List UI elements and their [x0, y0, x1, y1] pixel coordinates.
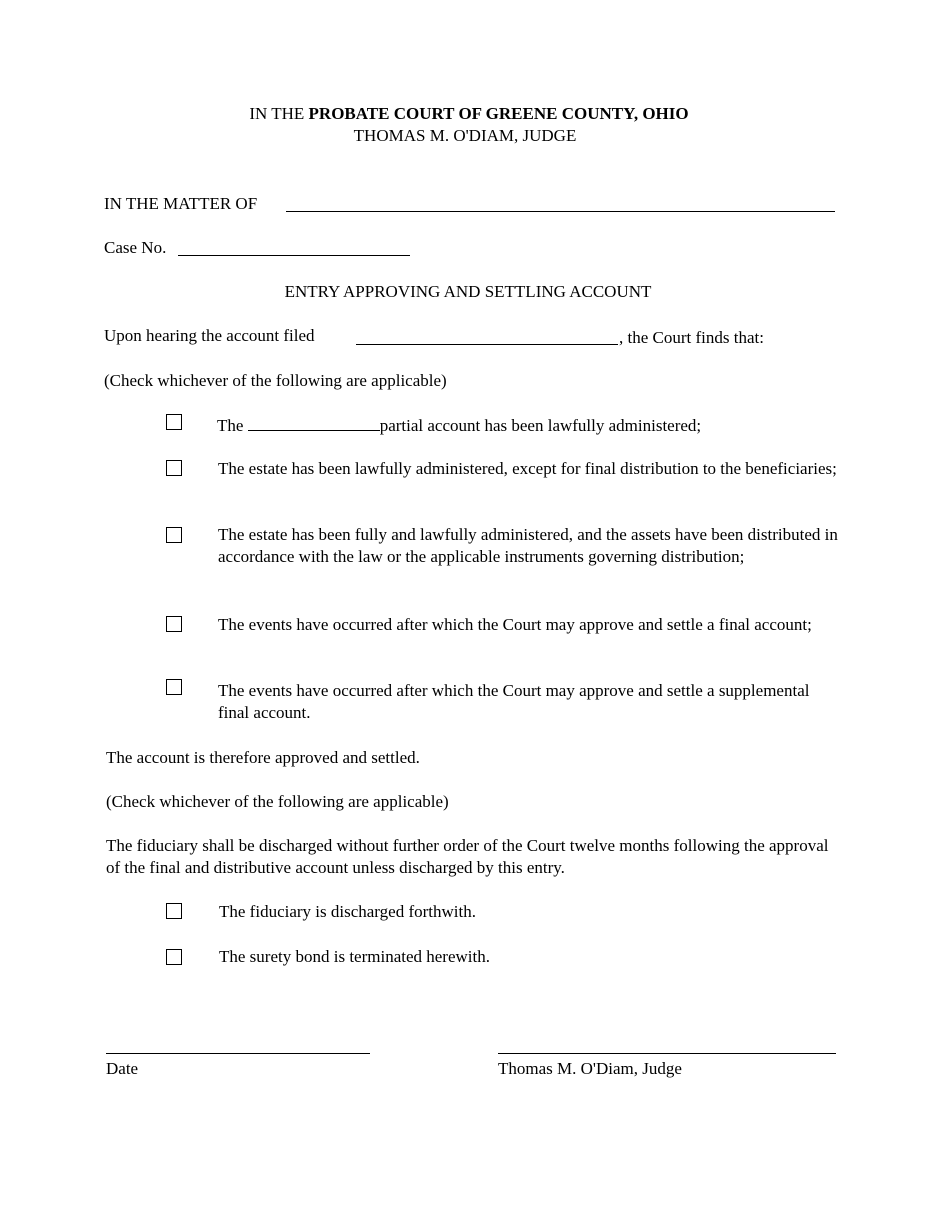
- entry-title: ENTRY APPROVING AND SETTLING ACCOUNT: [284, 282, 652, 301]
- checkbox-final-account[interactable]: [166, 616, 182, 632]
- court-heading-prefix: IN THE: [249, 104, 309, 123]
- finding-1-suffix: partial account has been lawfully administered;: [379, 416, 702, 435]
- date-signature-line[interactable]: [106, 1053, 370, 1054]
- judge-heading: THOMAS M. O'DIAM, JUDGE: [353, 126, 577, 145]
- finding-final-account: The events have occurred after which the Court may approve and settle a final account;: [218, 615, 812, 634]
- matter-input[interactable]: [286, 193, 835, 212]
- check-note-findings: (Check whichever of the following are applicable): [104, 371, 447, 390]
- finding-1-prefix: The: [217, 416, 244, 435]
- matter-label: IN THE MATTER OF: [104, 194, 258, 213]
- date-label: Date: [106, 1059, 139, 1078]
- order-fiduciary-discharged: The fiduciary is discharged forthwith.: [219, 902, 476, 921]
- hearing-suffix: , the Court finds that:: [619, 328, 764, 347]
- account-filed-input[interactable]: [356, 326, 618, 345]
- finding-fully-administered: The estate has been fully and lawfully administered, and the assets have been distributed in accordance with the law or the applicable instruments governing distribution;: [218, 525, 838, 566]
- checkbox-fully-administered[interactable]: [166, 527, 182, 543]
- case-label: Case No.: [104, 238, 167, 257]
- checkbox-supplemental-final-account[interactable]: [166, 679, 182, 695]
- finding-supplemental-final-account: The events have occurred after which the Court may approve and settle a supplemental final account.: [218, 681, 810, 722]
- checkbox-lawfully-administered[interactable]: [166, 460, 182, 476]
- judge-signature-line[interactable]: [498, 1053, 836, 1054]
- order-surety-bond-terminated: The surety bond is terminated herewith.: [219, 947, 490, 966]
- judge-signature-label: Thomas M. O'Diam, Judge: [498, 1059, 682, 1078]
- approved-statement: The account is therefore approved and settled.: [106, 748, 420, 767]
- checkbox-partial-account[interactable]: [166, 414, 182, 430]
- partial-account-blank[interactable]: [248, 414, 380, 431]
- hearing-prefix: Upon hearing the account filed: [104, 326, 315, 345]
- checkbox-surety-bond-terminated[interactable]: [166, 949, 182, 965]
- discharge-paragraph: The fiduciary shall be discharged without further order of the Court twelve months following the approval of the final and distributive account unless discharged by this entry.: [106, 836, 829, 877]
- case-number-input[interactable]: [178, 237, 410, 256]
- checkbox-fiduciary-discharged[interactable]: [166, 903, 182, 919]
- court-heading: [0, 103, 938, 125]
- finding-lawfully-administered: The estate has been lawfully administered, except for final distribution to the beneficiaries;: [218, 459, 837, 478]
- court-name: PROBATE COURT OF GREENE COUNTY, OHIO: [308, 104, 689, 123]
- check-note-orders: (Check whichever of the following are applicable): [106, 792, 449, 811]
- finding-partial-account: [217, 414, 701, 437]
